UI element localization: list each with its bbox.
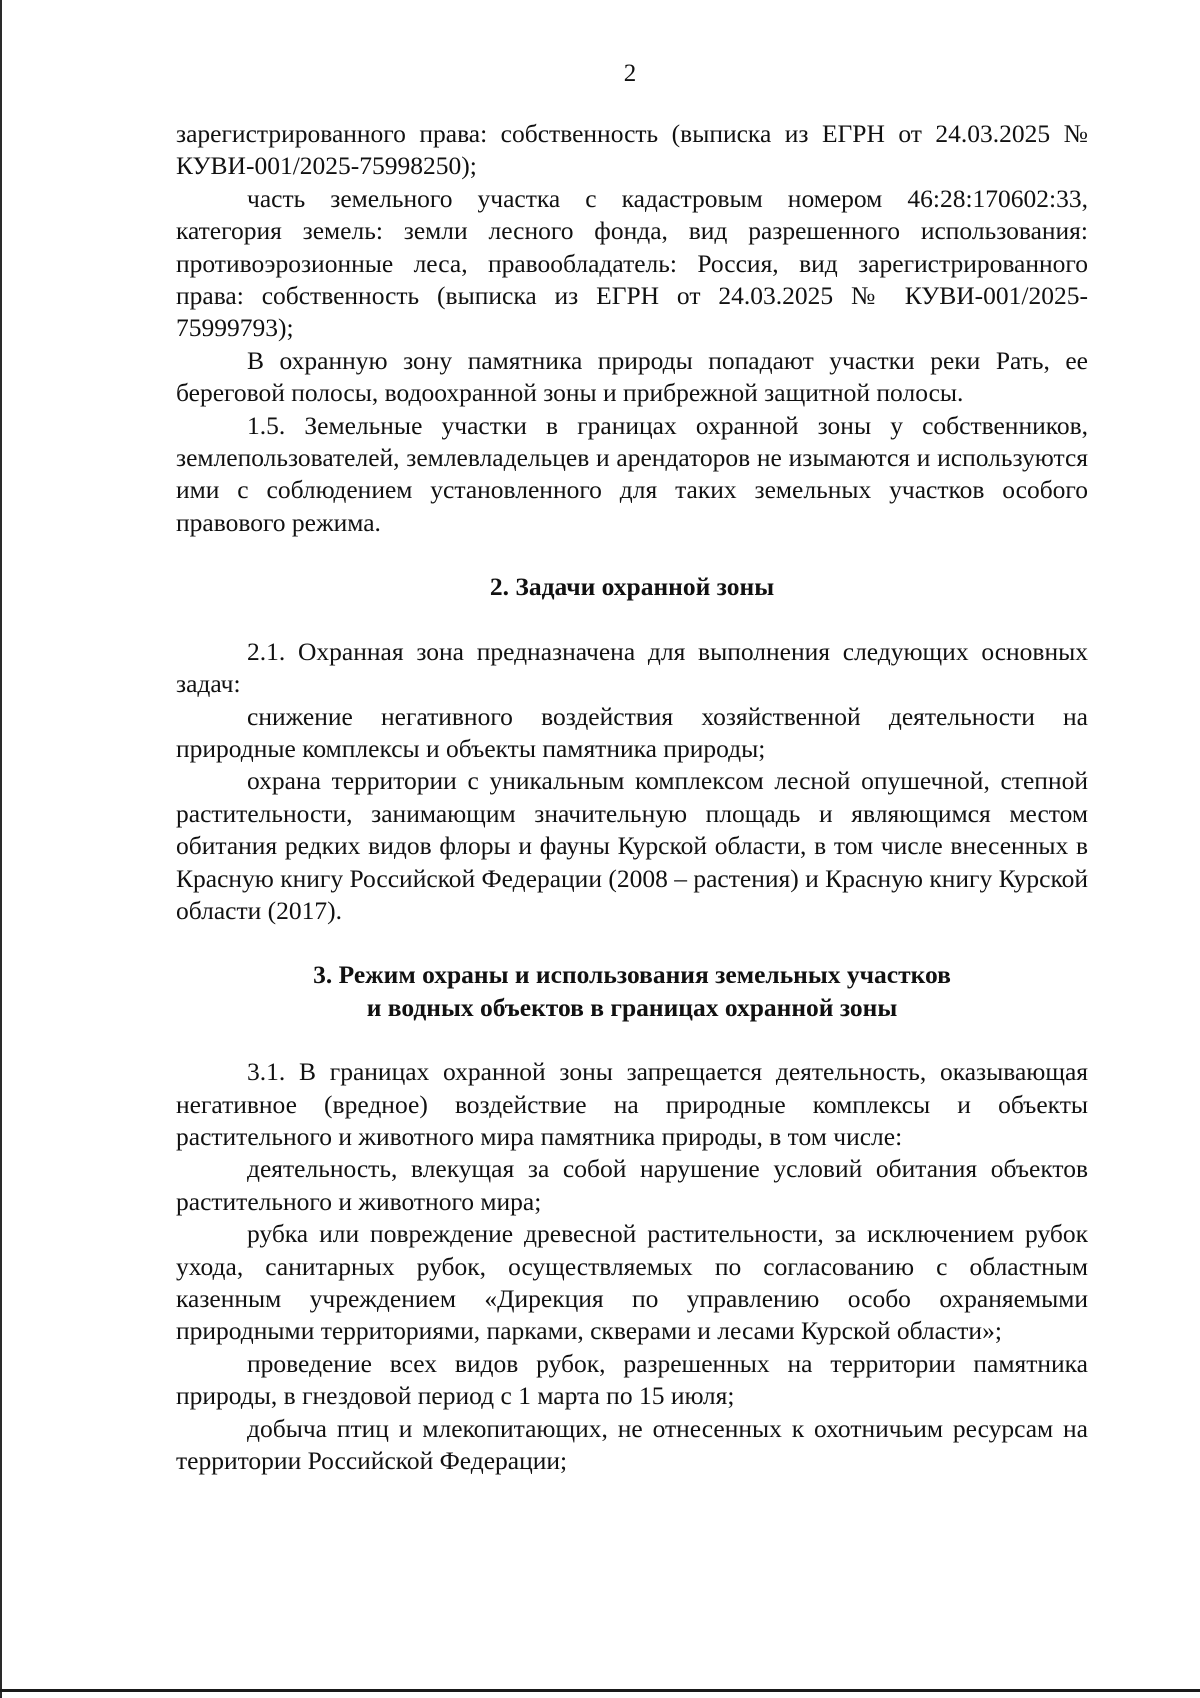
- paragraph: проведение всех видов рубок, разрешенных на территории памятника природы, в гнездовой период с 1 марта по 15 июля;: [176, 1348, 1088, 1411]
- spacer: [176, 539, 1088, 571]
- scan-edge-left: [0, 0, 2, 1698]
- paragraph: зарегистрированного права: собственность (выписка из ЕГРН от 24.03.2025 № КУВИ-001/2025-75998250);: [176, 119, 1088, 181]
- section-3-body: [176, 1056, 1088, 1477]
- spacer: [176, 927, 1088, 959]
- paragraph: часть земельного участка с кадастровым номером 46:28:170602:33, категория земель: земли лесного фонда, вид разрешенного использования: противоэрозионные леса, правообладатель: Россия, вид зарегистрированного права: собственность (выписка из ЕГРН от 24.03.2025 № КУВИ-001/2025-75999793);: [176, 183, 1088, 343]
- paragraph: В охранную зону памятника природы попадают участки реки Рать, ее береговой полосы, водоохранной зоны и прибрежной защитной полосы.: [176, 345, 1088, 408]
- page-number: 2: [623, 60, 637, 87]
- paragraph: 2.1. Охранная зона предназначена для выполнения следующих основных задач:: [176, 636, 1088, 699]
- paragraph: рубка или повреждение древесной растительности, за исключением рубок ухода, санитарных рубок, осуществляемых по согласованию с областным казенным учреждением «Дирекция по управлению особо охраняемыми природными территориями, парками, скверами и лесами Курской области»;: [176, 1219, 1088, 1346]
- paragraph: охрана территории с уникальным комплексом лесной опушечной, степной растительности, занимающим значительную площадь и являющимся местом обитания редких видов флоры и фауны Курской области, в том числе внесенных в Красную книгу Российской Федерации (2008 – растения) и Красную книгу Курской области (2017).: [176, 766, 1088, 925]
- section-2-body: [176, 636, 1088, 928]
- paragraph: 1.5. Земельные участки в границах охранной зоны у собственников, землепользователей, землевладельцев и арендаторов не изымаются и используются ими с соблюдением установленного для таких земельных участков особого правового режима.: [176, 410, 1088, 537]
- scan-edge-bottom: [0, 1689, 1200, 1692]
- paragraph: деятельность, влекущая за собой нарушение условий обитания объектов растительного и животного мира;: [176, 1154, 1088, 1216]
- document-body: [176, 118, 1088, 1477]
- spacer: [176, 604, 1088, 636]
- section-1-continuation: [176, 118, 1088, 539]
- spacer: [176, 1024, 1088, 1056]
- paragraph: добыча птиц и млекопитающих, не отнесенных к охотничьим ресурсам на территории Российской Федерации;: [176, 1413, 1088, 1476]
- section-3-heading-line-2: и водных объектов в границах охранной зоны: [366, 992, 898, 1022]
- paragraph: 3.1. В границах охранной зоны запрещается деятельность, оказывающая негативное (вредное) воздействие на природные комплексы и объекты растительного и животного мира памятника природы, в том числе:: [176, 1057, 1088, 1151]
- section-2-heading: 2. Задачи охранной зоны: [489, 572, 775, 602]
- paragraph: снижение негативного воздействия хозяйственной деятельности на природные комплексы и объекты памятника природы;: [176, 701, 1088, 763]
- section-3-heading-line-1: 3. Режим охраны и использования земельных участков: [313, 960, 951, 990]
